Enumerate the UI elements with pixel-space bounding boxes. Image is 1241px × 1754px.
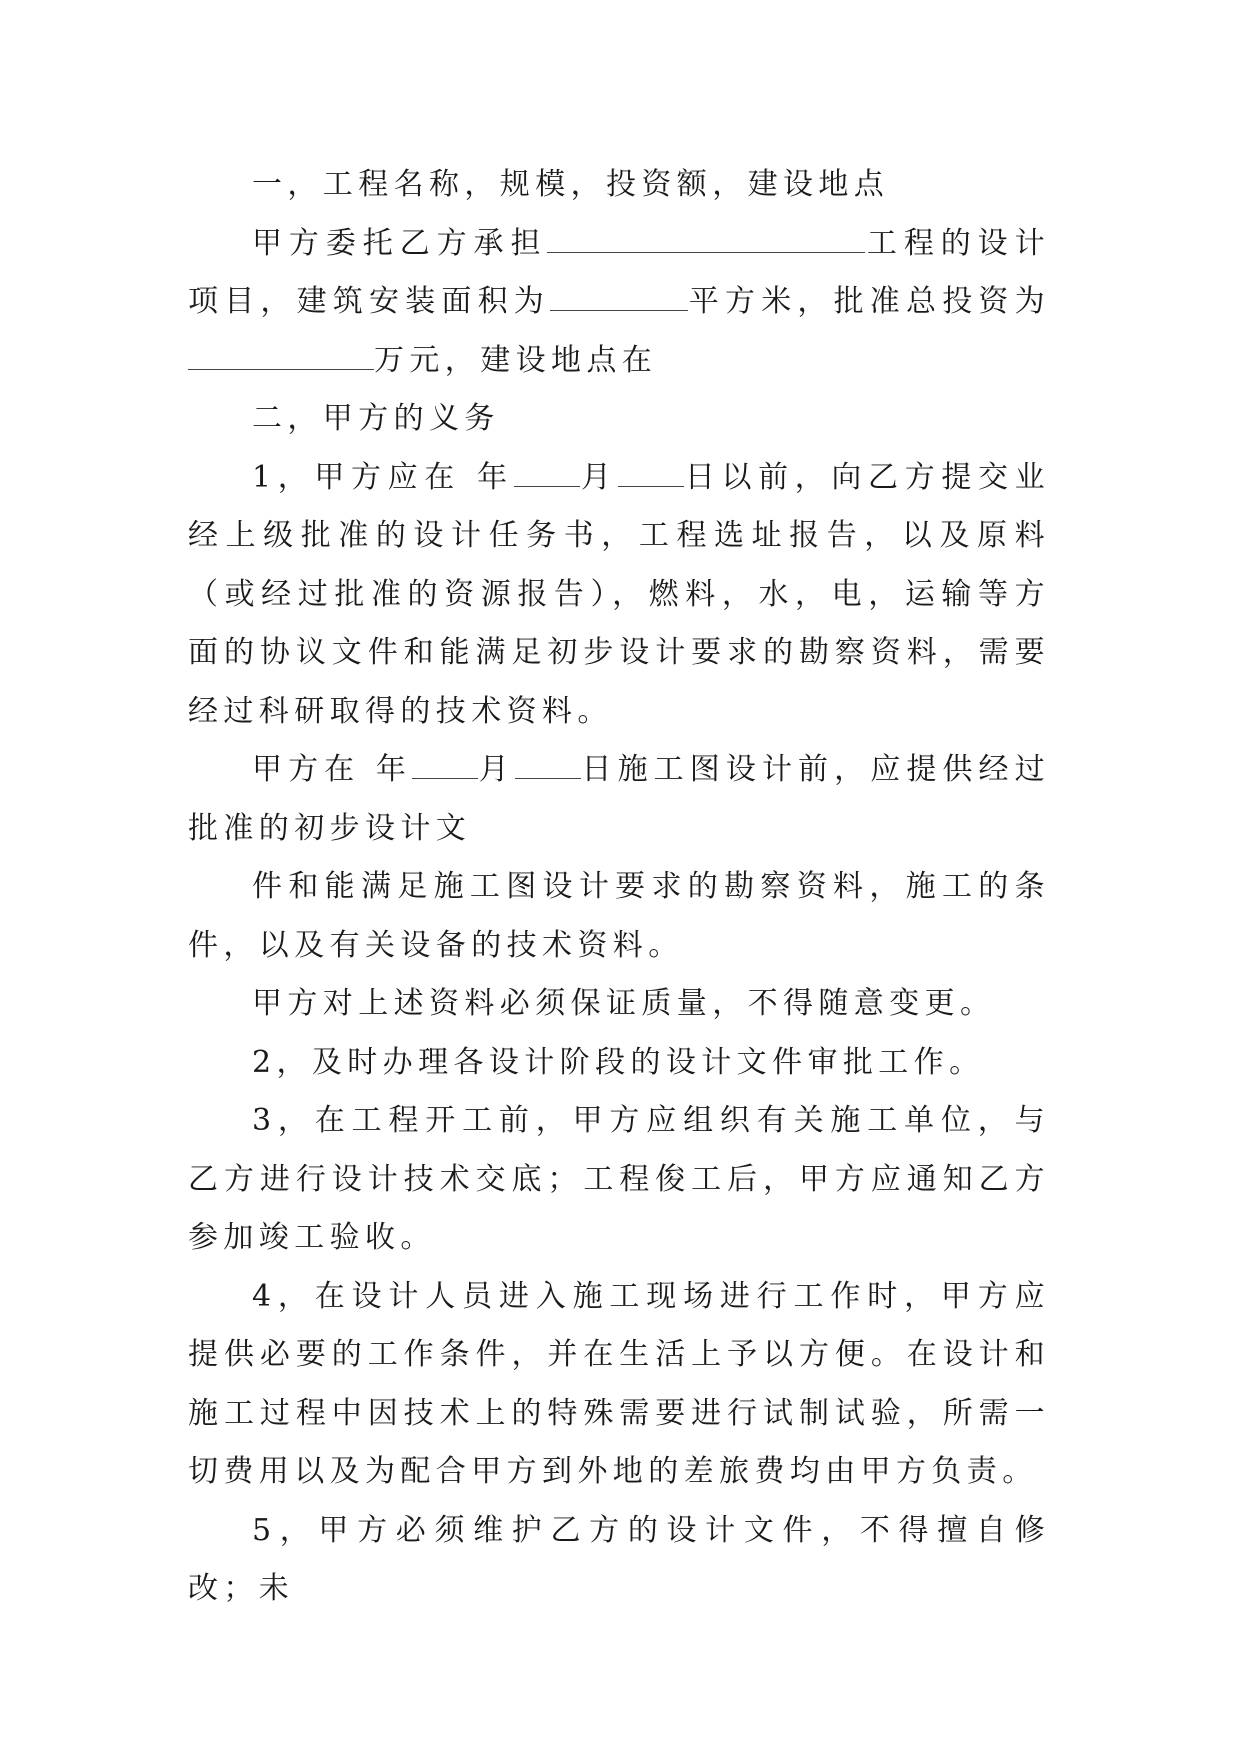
document-body (188, 156, 1050, 1619)
project-name-blank (547, 226, 865, 253)
clause-5 (188, 1502, 1050, 1619)
project-text-c: 平方米，批准总投资为 (688, 284, 1050, 319)
drawing-day-blank (515, 752, 581, 779)
quality-paragraph (188, 975, 1050, 1034)
clause-2-text: 2，及时办理各设计阶段的设计文件审批工作。 (252, 1044, 985, 1080)
day-blank (618, 460, 684, 487)
materials-paragraph (188, 858, 1050, 975)
project-text-a: 甲方委托乙方承担 (252, 225, 548, 261)
drawing-month-blank (412, 752, 478, 779)
investment-blank (188, 343, 374, 370)
clause-1-text-c: 日以前，向乙方提交业经上级批准的设计任务书，工程选址报告，以及原料（或经过批准的资源报告），燃料，水，电，运输等方面的协议文件和能满足初步设计要求的勘察资料，需要经过科研取得的技术资料。 (188, 459, 1051, 729)
project-text-b: 工程的设计项目，建筑安装面积为 (188, 225, 1051, 319)
drawing-text-b: 月 (478, 752, 515, 787)
project-text-d: 万元，建设地点在 (374, 342, 658, 378)
clause-4-text: 4，在设计人员进入施工现场进行工作时，甲方应提供必要的工作条件，并在生活上予以方便。在设计和施工过程中因技术上的特殊需要进行试制试验，所需一切费用以及为配合甲方到外地的差旅费均由甲方负责。 (188, 1278, 1050, 1489)
clause-1-text-a: 1，甲方应在 年 (252, 459, 514, 495)
drawing-text-a: 甲方在 年 (252, 752, 412, 787)
section-heading-1 (188, 156, 1050, 215)
month-blank (514, 460, 580, 487)
section-heading-1-text: 一，工程名称，规模，投资额，建设地点 (252, 167, 890, 202)
clause-1 (188, 449, 1050, 742)
clause-5-text: 5，甲方必须维护乙方的设计文件，不得擅自修改；未 (188, 1512, 1050, 1606)
section-heading-2 (188, 390, 1050, 449)
drawing-paragraph (188, 741, 1050, 858)
clause-2 (188, 1034, 1050, 1093)
area-blank (550, 284, 688, 311)
section-heading-2-text: 二，甲方的义务 (252, 401, 500, 436)
clause-3 (188, 1092, 1050, 1268)
clause-1-text-b: 月 (579, 459, 618, 495)
materials-text: 件和能满足施工图设计要求的勘察资料，施工的条件，以及有关设备的技术资料。 (188, 869, 1050, 963)
clause-4 (188, 1268, 1050, 1502)
project-paragraph (188, 215, 1050, 391)
clause-3-text: 3，在工程开工前，甲方应组织有关施工单位，与乙方进行设计技术交底；工程俊工后，甲方应通知乙方参加竣工验收。 (188, 1103, 1050, 1255)
quality-text: 甲方对上述资料必须保证质量，不得随意变更。 (252, 986, 996, 1021)
drawing-text-c: 日施工图设计前，应提供经过批准的初步设计文 (188, 752, 1050, 846)
